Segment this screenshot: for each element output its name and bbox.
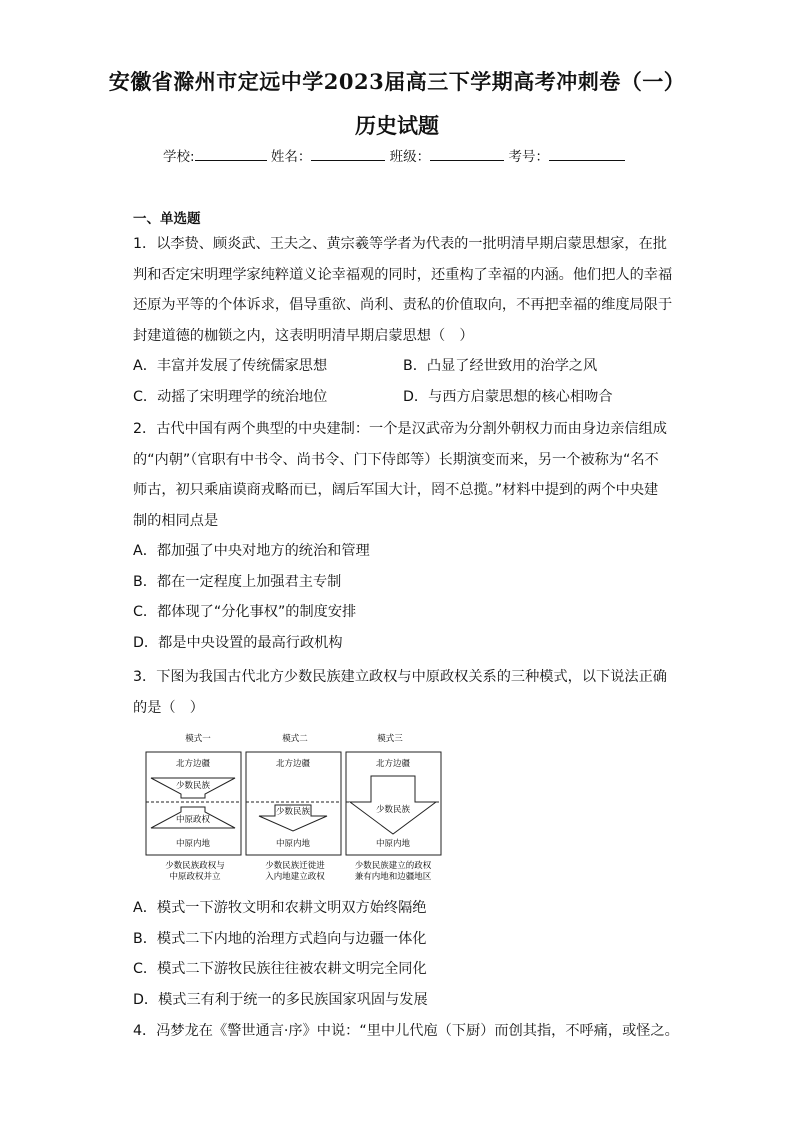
option-c: C．都体现了“分化事权”的制度安排	[133, 604, 357, 620]
three-modes-diagram	[145, 728, 445, 888]
exam-number-blank	[549, 146, 625, 161]
student-info-line	[163, 145, 625, 165]
question-3	[133, 662, 673, 723]
caption-line: 少数民族政权与	[165, 861, 225, 871]
section-title: 一、单选题	[133, 211, 201, 227]
caption-line: 入内地建立政权	[265, 872, 325, 882]
region-top-label: 北方边疆	[275, 759, 311, 769]
option-d: D．与西方启蒙思想的核心相吻合	[403, 388, 613, 405]
class-label: 班级：	[389, 149, 431, 165]
question-text-line: 2．古代中国有两个典型的中央建制：一个是汉武帝为分割外朝权力而由身边亲信组成	[133, 421, 667, 437]
option-d: D．模式三有利于统一的多民族国家巩固与发展	[133, 991, 428, 1008]
region-top-label: 北方边疆	[375, 759, 411, 769]
question-2	[133, 414, 673, 658]
region-bottom-label: 中原内地	[175, 839, 211, 849]
exam-title: 安徽省滁州市定远中学2023届高三下学期高考冲刺卷（一）	[108, 69, 686, 94]
region-bottom-label: 中原内地	[375, 839, 411, 849]
mode-3	[346, 733, 441, 882]
option-b: B．都在一定程度上加强君主专制	[133, 573, 342, 590]
question-text-line: 封建道德的枷锁之内，这表明明清早期启蒙思想（ ）	[133, 327, 474, 344]
question-text-line: 1．以李贽、顾炎武、王夫之、黄宗羲等学者为代表的一批明清早期启蒙思想家，在批	[133, 236, 667, 252]
exam-number-label: 考号：	[508, 149, 549, 165]
region-top-label: 北方边疆	[175, 759, 211, 769]
option-d: D．都是中央设置的最高行政机构	[133, 634, 343, 651]
mode-title: 模式二	[282, 734, 308, 744]
question-text-line: 3．下图为我国古代北方少数民族建立政权与中原政权关系的三种模式，以下说法正确	[133, 669, 667, 685]
arrow-label: 少数民族	[175, 781, 211, 791]
caption-line: 少数民族建立的政权	[354, 861, 432, 871]
question-text-line: 师古，初只乘庙谟商戎略而已，阔后军国大计，罔不总揽。”材料中提到的两个中央建	[133, 482, 659, 498]
option-c: C．模式二下游牧民族往往被农耕文明完全同化	[133, 961, 427, 977]
option-b: B．模式二下内地的治理方式趋向与边疆一体化	[133, 930, 427, 947]
class-blank	[430, 146, 504, 161]
region-bottom-label: 中原内地	[275, 839, 311, 849]
option-a: A．丰富并发展了传统儒家思想	[133, 358, 328, 374]
question-3-options	[133, 893, 673, 1015]
school-label: 学校:	[163, 149, 195, 165]
question-text-line: 4．冯梦龙在《警世通言·序》中说：“里中儿代庖（下厨）而创其指，不呼痛，或怪之。	[133, 1023, 679, 1039]
mode-2	[246, 733, 341, 882]
mode-title: 模式一	[185, 734, 211, 744]
name-label: 姓名：	[270, 149, 312, 165]
question-text-line: 制的相同点是	[133, 512, 219, 529]
arrow-label: 中原政权	[175, 815, 211, 825]
option-a: A．都加强了中央对地方的统治和管理	[133, 543, 370, 559]
caption-line: 少数民族迁徙进	[265, 861, 325, 871]
school-blank	[195, 146, 267, 161]
mode-1	[146, 733, 241, 882]
question-text-line: 的“内朝”（官职有中书令、尚书令、门下侍郎等）长期演变而来，另一个被称为“名不	[133, 451, 659, 468]
option-b: B．凸显了经世致用的治学之风	[403, 358, 598, 374]
question-4	[133, 1016, 693, 1047]
exam-subject: 历史试题	[355, 113, 439, 138]
mode-title: 模式三	[377, 734, 403, 744]
question-1	[133, 229, 673, 412]
arrow-label: 少数民族	[375, 805, 411, 815]
caption-line: 中原政权并立	[169, 872, 221, 882]
arrow-label: 少数民族	[275, 807, 311, 817]
option-c: C．动摇了宋明理学的统治地位	[133, 388, 328, 405]
question-text-line: 的是（ ）	[133, 699, 204, 716]
question-text-line: 还原为平等的个体诉求，倡导重欲、尚利、责私的价值取向，不再把幸福的维度局限于	[133, 297, 673, 313]
option-a: A．模式一下游牧文明和农耕文明双方始终隔绝	[133, 900, 427, 916]
question-text-line: 判和否定宋明理学家纯粹道义论幸福观的同时，还重构了幸福的内涵。他们把人的幸福	[133, 266, 673, 283]
caption-line: 兼有内地和边疆地区	[354, 872, 432, 882]
name-blank	[311, 146, 385, 161]
